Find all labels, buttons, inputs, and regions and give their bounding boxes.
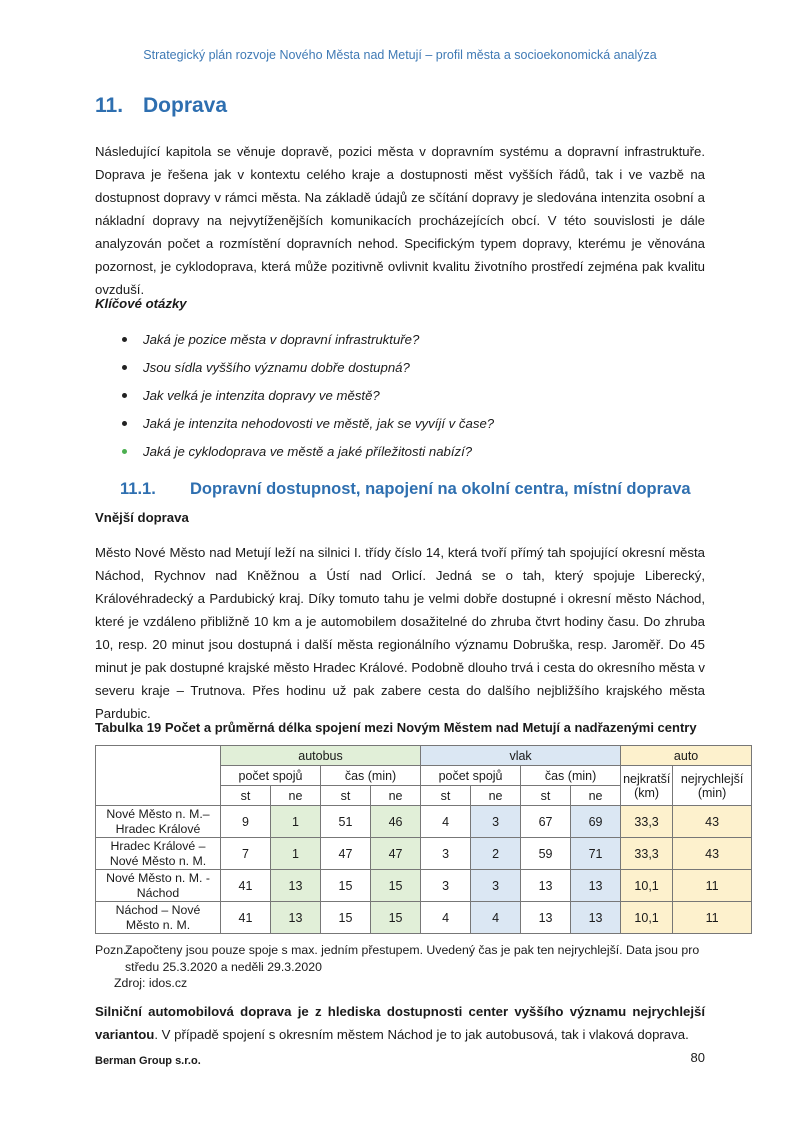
cell: 43 (673, 806, 752, 838)
list-item: Jak velká je intenzita dopravy ve městě? (95, 382, 705, 410)
subheader-bus-count: počet spojů (221, 766, 321, 786)
cell: 9 (221, 806, 271, 838)
connections-table (95, 745, 752, 934)
running-header: Strategický plán rozvoje Nového Města nad Metují – profil města a socioekonomická analýza (143, 48, 657, 62)
cell: 13 (571, 902, 621, 934)
subheader-train-count: počet spojů (421, 766, 521, 786)
subheader-bus-time: čas (min) (321, 766, 421, 786)
bullet-icon (122, 337, 127, 342)
cell: 15 (321, 870, 371, 902)
cell: 33,3 (621, 806, 673, 838)
key-questions-title: Klíčové otázky (95, 296, 187, 311)
external-transport-paragraph: Město Nové Město nad Metují leží na silnici I. třídy číslo 14, která tvoří přímý tah spojující okresní města Náchod, Rychnov nad Kněžnou a Ústí nad Orlicí. Jedná se o tah, který spojuje Liberecký, Královéhradecký a Pardubický kraj. Díky tomuto tahu je velmi dobře dostupné i okresní město Náchod, které je vzdáleno přibližně 10 km a je automobilem dosažitelné do zhruba čtvrt hodiny času. Do zhruba 10, resp. 20 minut jsou dostupná i další města regionálního významu Dobruška, resp. Jaroměř. Do 45 minut je pak dostupné krajské město Hradec Králové. Podobně dlouho trvá i cesta do okresního města v severu kraje – Trutnova. Přes hodinu už pak zabere cesta do dalšího nejbližšího krajského města Pardubic. (95, 545, 705, 721)
cell: 10,1 (621, 902, 673, 934)
cell: 11 (673, 870, 752, 902)
subheader-fastest: nejrychlejší (min) (673, 766, 752, 806)
list-item: Jaká je pozice města v dopravní infrastruktuře? (95, 326, 705, 354)
cell: 13 (521, 870, 571, 902)
cell: 51 (321, 806, 371, 838)
cell: 2 (471, 838, 521, 870)
cell: 47 (371, 838, 421, 870)
cell: 15 (371, 870, 421, 902)
bullet-icon (122, 421, 127, 426)
cell: 3 (471, 870, 521, 902)
day-st: st (421, 786, 471, 806)
cell: 41 (221, 870, 271, 902)
cell: 41 (221, 902, 271, 934)
bullet-icon (122, 449, 127, 454)
cell: 47 (321, 838, 371, 870)
page-number: 80 (690, 1050, 705, 1065)
cell: 11 (673, 902, 752, 934)
final-paragraph-bold: Silniční automobilová doprava je z hlediska dostupnosti center vyššího významu nejrychlejší variantou (95, 1004, 705, 1042)
cell: 7 (221, 838, 271, 870)
row-label: Hradec Králové – Nové Město n. M. (96, 838, 221, 870)
cell: 33,3 (621, 838, 673, 870)
table-row (96, 838, 752, 870)
cell: 4 (421, 902, 471, 934)
cell: 4 (471, 902, 521, 934)
subheader-shortest: nejkratší (km) (621, 766, 673, 806)
cell: 15 (321, 902, 371, 934)
table-source: Zdroj: idos.cz (114, 976, 188, 990)
cell: 59 (521, 838, 571, 870)
group-header-car: auto (621, 746, 752, 766)
final-paragraph-rest: . V případě spojení s okresním městem Náchod je to jak autobusová, tak i vlaková doprava. (154, 1027, 689, 1042)
list-item: Jaká je intenzita nehodovosti ve městě, jak se vyvíjí v čase? (95, 410, 705, 438)
day-ne: ne (471, 786, 521, 806)
subheading: Vnější doprava (95, 510, 189, 525)
cell: 13 (271, 870, 321, 902)
cell: 4 (421, 806, 471, 838)
table-row (96, 806, 752, 838)
cell: 43 (673, 838, 752, 870)
cell: 1 (271, 838, 321, 870)
cell: 69 (571, 806, 621, 838)
section-heading (120, 480, 691, 499)
table-caption: Tabulka 19 Počet a průměrná délka spojení mezi Novým Městem nad Metují a nadřazenými centry (95, 720, 697, 735)
cell: 13 (571, 870, 621, 902)
section-title: Dopravní dostupnost, napojení na okolní centra, místní doprava (190, 480, 691, 498)
note-text: Započteny jsou pouze spoje s max. jedním přestupem. Uvedený čas je pak ten nejrychlejší. Data jsou pro středu 25.3.2020 a neděli 29.3.2020 (125, 943, 700, 974)
cell: 10,1 (621, 870, 673, 902)
day-st: st (221, 786, 271, 806)
day-ne: ne (371, 786, 421, 806)
group-header-bus: autobus (221, 746, 421, 766)
chapter-number: 11. (95, 94, 124, 117)
footer-company: Berman Group s.r.o. (95, 1055, 201, 1067)
cell: 3 (421, 838, 471, 870)
chapter-title: Doprava (143, 94, 228, 117)
cell: 13 (271, 902, 321, 934)
cell: 46 (371, 806, 421, 838)
section-number: 11.1. (120, 480, 156, 498)
bullet-icon (122, 393, 127, 398)
table-row (96, 870, 752, 902)
row-label: Nové Město n. M.– Hradec Králové (96, 806, 221, 838)
chapter-heading (95, 94, 227, 118)
key-questions-list (95, 326, 705, 466)
cell: 3 (471, 806, 521, 838)
final-paragraph (95, 1000, 705, 1046)
list-item: Jaká je cyklodoprava ve městě a jaké příležitosti nabízí? (95, 438, 705, 466)
bullet-icon (122, 365, 127, 370)
cell: 1 (271, 806, 321, 838)
subheader-train-time: čas (min) (521, 766, 621, 786)
day-st: st (321, 786, 371, 806)
list-item: Jsou sídla vyššího významu dobře dostupná? (95, 354, 705, 382)
row-label: Nové Město n. M. - Náchod (96, 870, 221, 902)
cell: 13 (521, 902, 571, 934)
cell: 67 (521, 806, 571, 838)
day-ne: ne (571, 786, 621, 806)
group-header-train: vlak (421, 746, 621, 766)
table-corner (96, 746, 221, 806)
cell: 71 (571, 838, 621, 870)
cell: 15 (371, 902, 421, 934)
day-ne: ne (271, 786, 321, 806)
cell: 3 (421, 870, 471, 902)
row-label: Náchod – Nové Město n. M. (96, 902, 221, 934)
note-label: Pozn.: (95, 943, 130, 957)
intro-paragraph: Následující kapitola se věnuje dopravě, pozici města v dopravním systému a dopravní infrastruktuře. Doprava je řešena jak v kontextu celého kraje a dostupnosti měst vyšších řádů, tak i ve vazbě na dostupnost dopravy v rámci města. Na základě údajů ze sčítání dopravy je sledována intenzita osobní a nákladní dopravy na nejvytíženějších komunikacích procházejících obcí. V této souvislosti je dále analyzován počet a rozmístění dopravních nehod. Specifickým typem dopravy, kterému je věnována pozornost, je cyklodoprava, která může pozitivně ovlivnit kvalitu životního prostředí zejména pak kvalitu ovzduší. (95, 144, 705, 297)
table-row (96, 902, 752, 934)
day-st: st (521, 786, 571, 806)
